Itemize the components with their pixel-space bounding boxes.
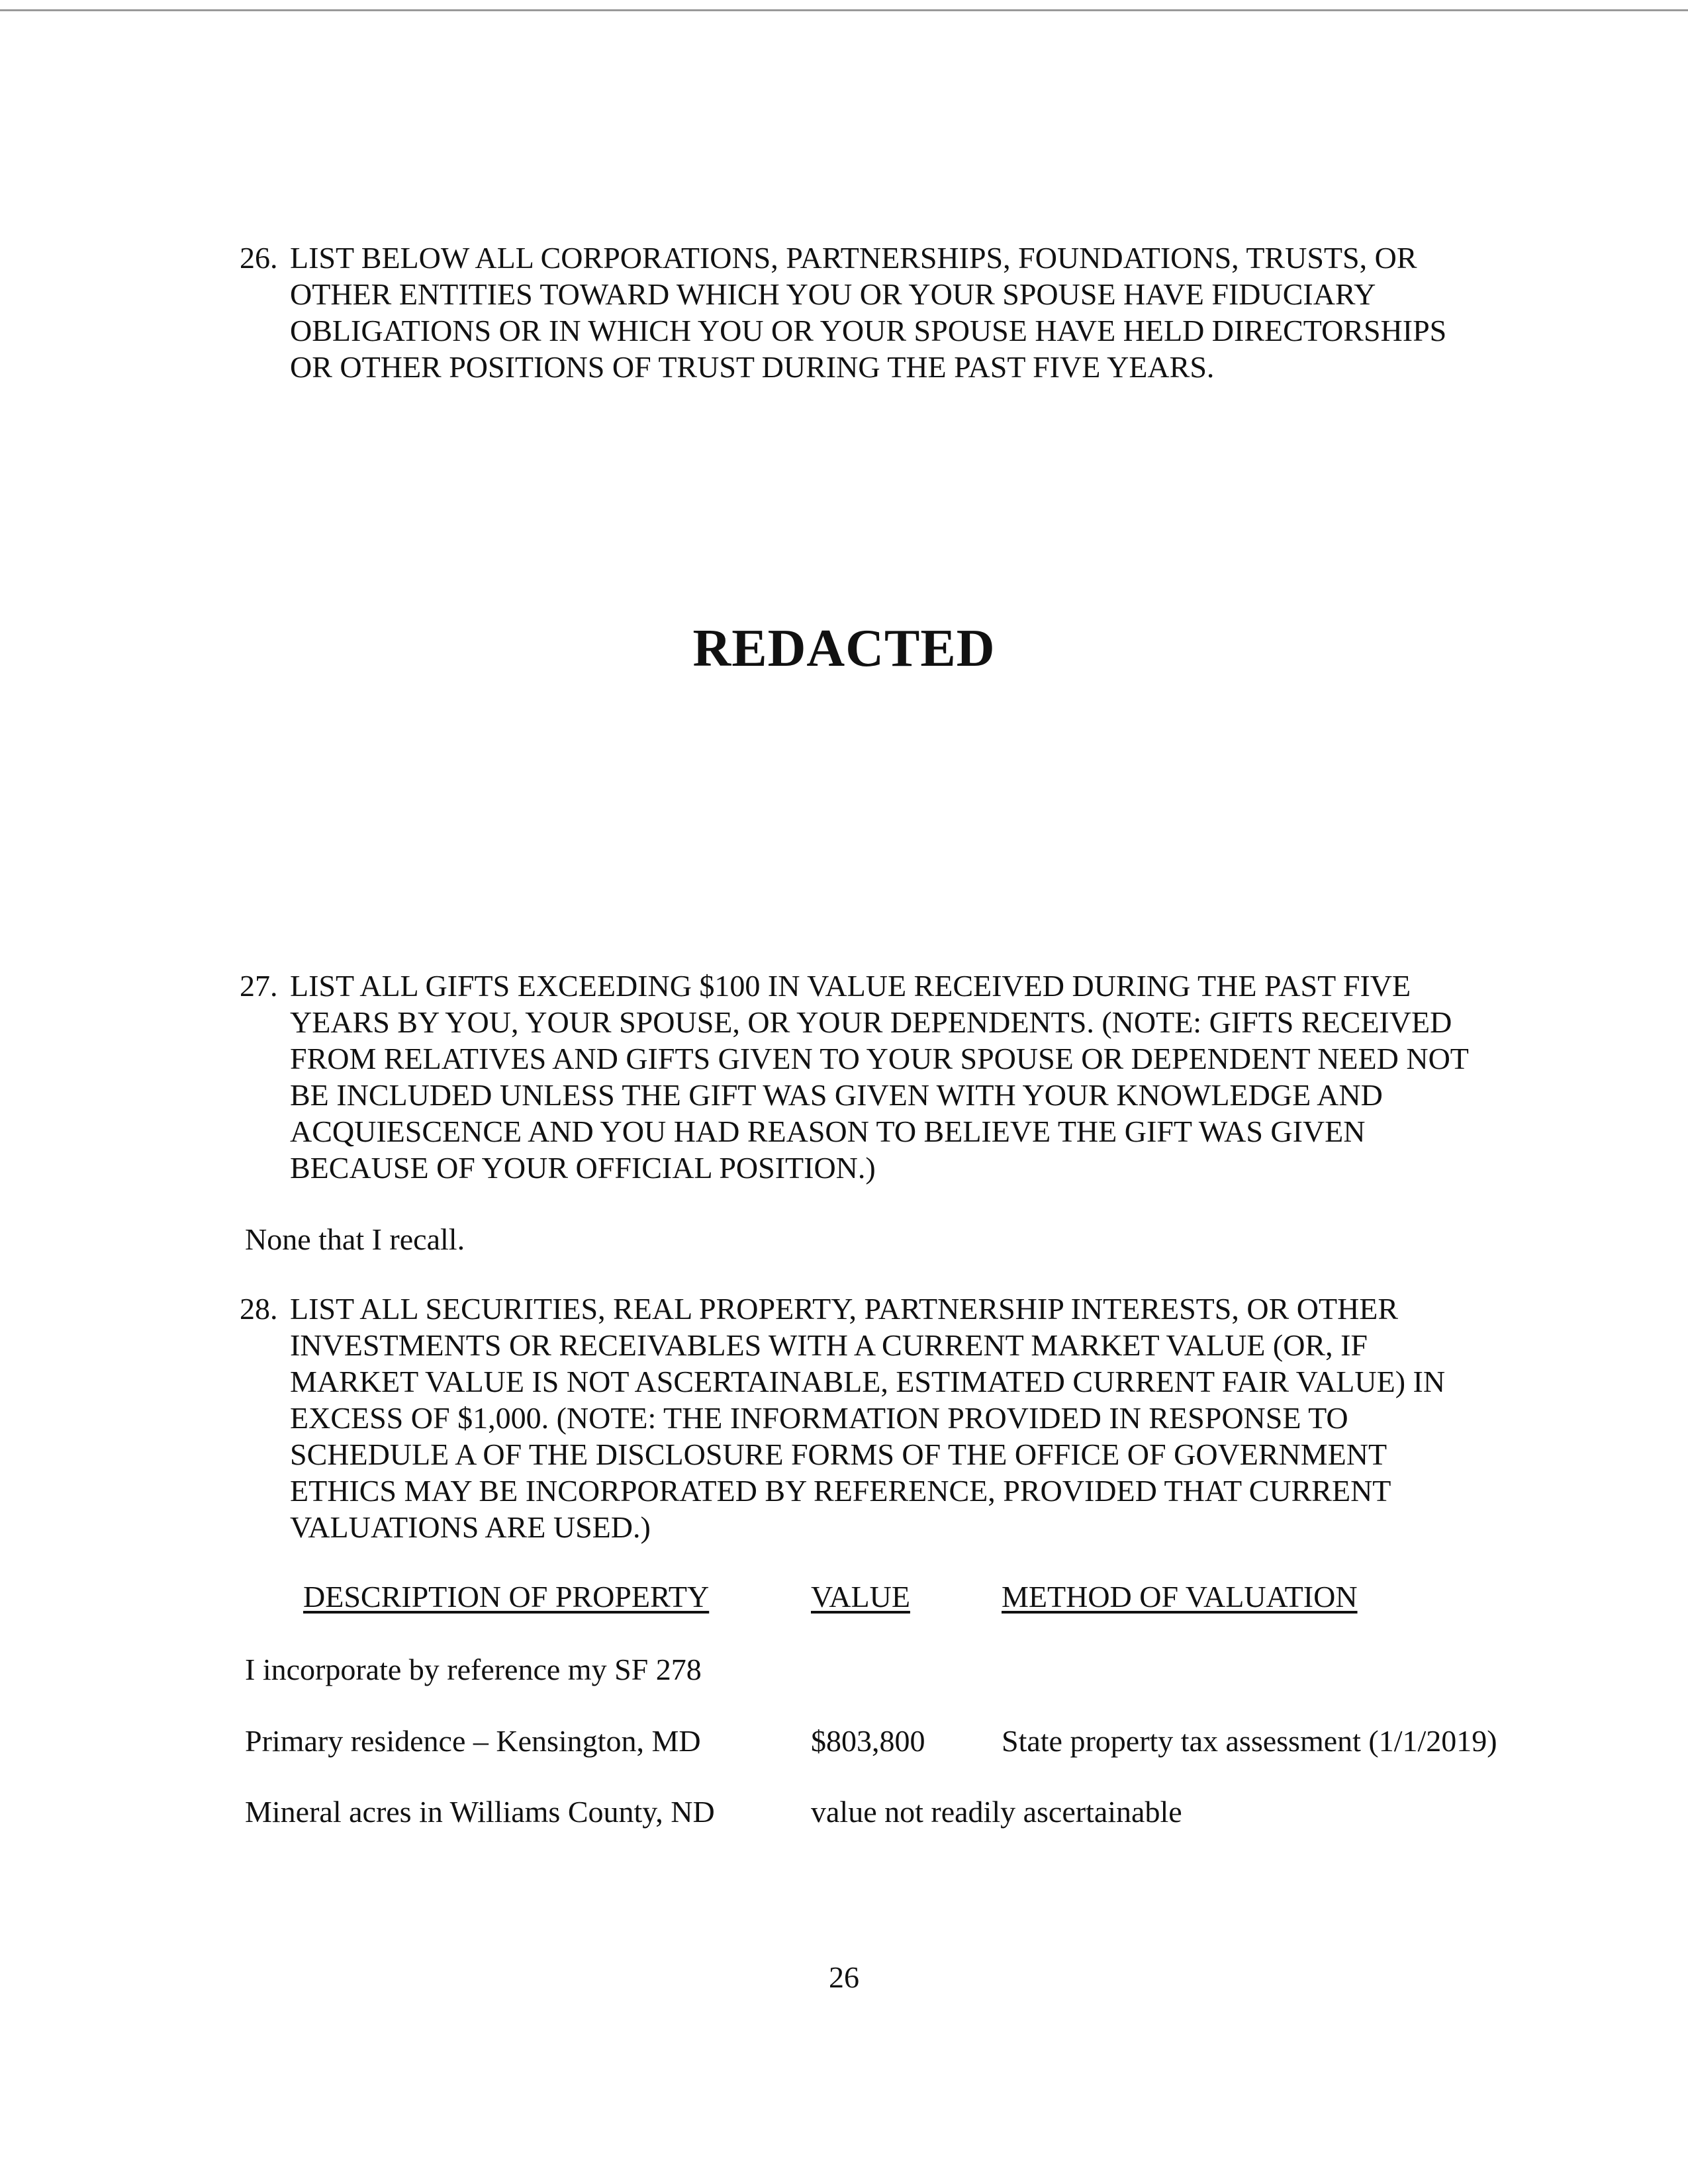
redacted-label: REDACTED [692, 619, 996, 678]
question-28 [240, 1291, 1537, 1545]
question-number: 26. [240, 241, 278, 275]
question-text [291, 240, 1537, 385]
question-line: OBLIGATIONS OR IN WHICH YOU OR YOUR SPOUSE HAVE HELD DIRECTORSHIPS [290, 314, 1447, 347]
question-27 [240, 968, 1537, 1186]
question-line: INVESTMENTS OR RECEIVABLES WITH A CURRENT MARKET VALUE (OR, IF [290, 1328, 1368, 1362]
question-line: LIST ALL SECURITIES, REAL PROPERTY, PARTNERSHIP INTERESTS, OR OTHER [290, 1292, 1399, 1326]
question-line: YEARS BY YOU, YOUR SPOUSE, OR YOUR DEPENDENTS. (NOTE: GIFTS RECEIVED [290, 1005, 1452, 1039]
answer-27: None that I recall. [245, 1222, 465, 1256]
question-line: BECAUSE OF YOUR OFFICIAL POSITION.) [290, 1151, 876, 1185]
property-value: value not readily ascertainable [811, 1795, 1182, 1829]
property-valuation-method: State property tax assessment (1/1/2019) [1002, 1724, 1497, 1758]
question-line: VALUATIONS ARE USED.) [290, 1510, 651, 1544]
question-line: ACQUIESCENCE AND YOU HAD REASON TO BELIEVE THE GIFT WAS GIVEN [290, 1115, 1366, 1148]
question-line: LIST ALL GIFTS EXCEEDING $100 IN VALUE RECEIVED DURING THE PAST FIVE [290, 969, 1411, 1003]
question-line: OTHER ENTITIES TOWARD WHICH YOU OR YOUR SPOUSE HAVE FIDUCIARY [290, 277, 1376, 311]
question-text [291, 1291, 1537, 1545]
property-description: Primary residence – Kensington, MD [245, 1724, 701, 1758]
property-description: Mineral acres in Williams County, ND [245, 1795, 715, 1829]
question-line: MARKET VALUE IS NOT ASCERTAINABLE, ESTIMATED CURRENT FAIR VALUE) IN [290, 1365, 1446, 1398]
column-header-value: VALUE [811, 1580, 910, 1614]
question-number: 27. [240, 969, 278, 1003]
question-text [291, 968, 1537, 1186]
question-line: OR OTHER POSITIONS OF TRUST DURING THE PAST FIVE YEARS. [290, 350, 1215, 384]
question-number: 28. [240, 1292, 278, 1326]
property-description: I incorporate by reference my SF 278 [245, 1653, 702, 1686]
question-line: LIST BELOW ALL CORPORATIONS, PARTNERSHIPS, FOUNDATIONS, TRUSTS, OR [290, 241, 1417, 275]
column-header-method: METHOD OF VALUATION [1002, 1580, 1358, 1614]
column-header-description: DESCRIPTION OF PROPERTY [303, 1580, 710, 1614]
property-value: $803,800 [811, 1724, 925, 1758]
question-line: EXCESS OF $1,000. (NOTE: THE INFORMATION PROVIDED IN RESPONSE TO [290, 1401, 1348, 1435]
page-number: 26 [829, 1960, 859, 1994]
question-line: SCHEDULE A OF THE DISCLOSURE FORMS OF THE OFFICE OF GOVERNMENT [290, 1437, 1387, 1471]
question-line: BE INCLUDED UNLESS THE GIFT WAS GIVEN WITH YOUR KNOWLEDGE AND [290, 1078, 1383, 1112]
question-26 [240, 240, 1537, 385]
question-line: FROM RELATIVES AND GIFTS GIVEN TO YOUR SPOUSE OR DEPENDENT NEED NOT [290, 1042, 1469, 1075]
question-line: ETHICS MAY BE INCORPORATED BY REFERENCE, PROVIDED THAT CURRENT [290, 1474, 1391, 1508]
scan-edge-line [0, 9, 1688, 11]
